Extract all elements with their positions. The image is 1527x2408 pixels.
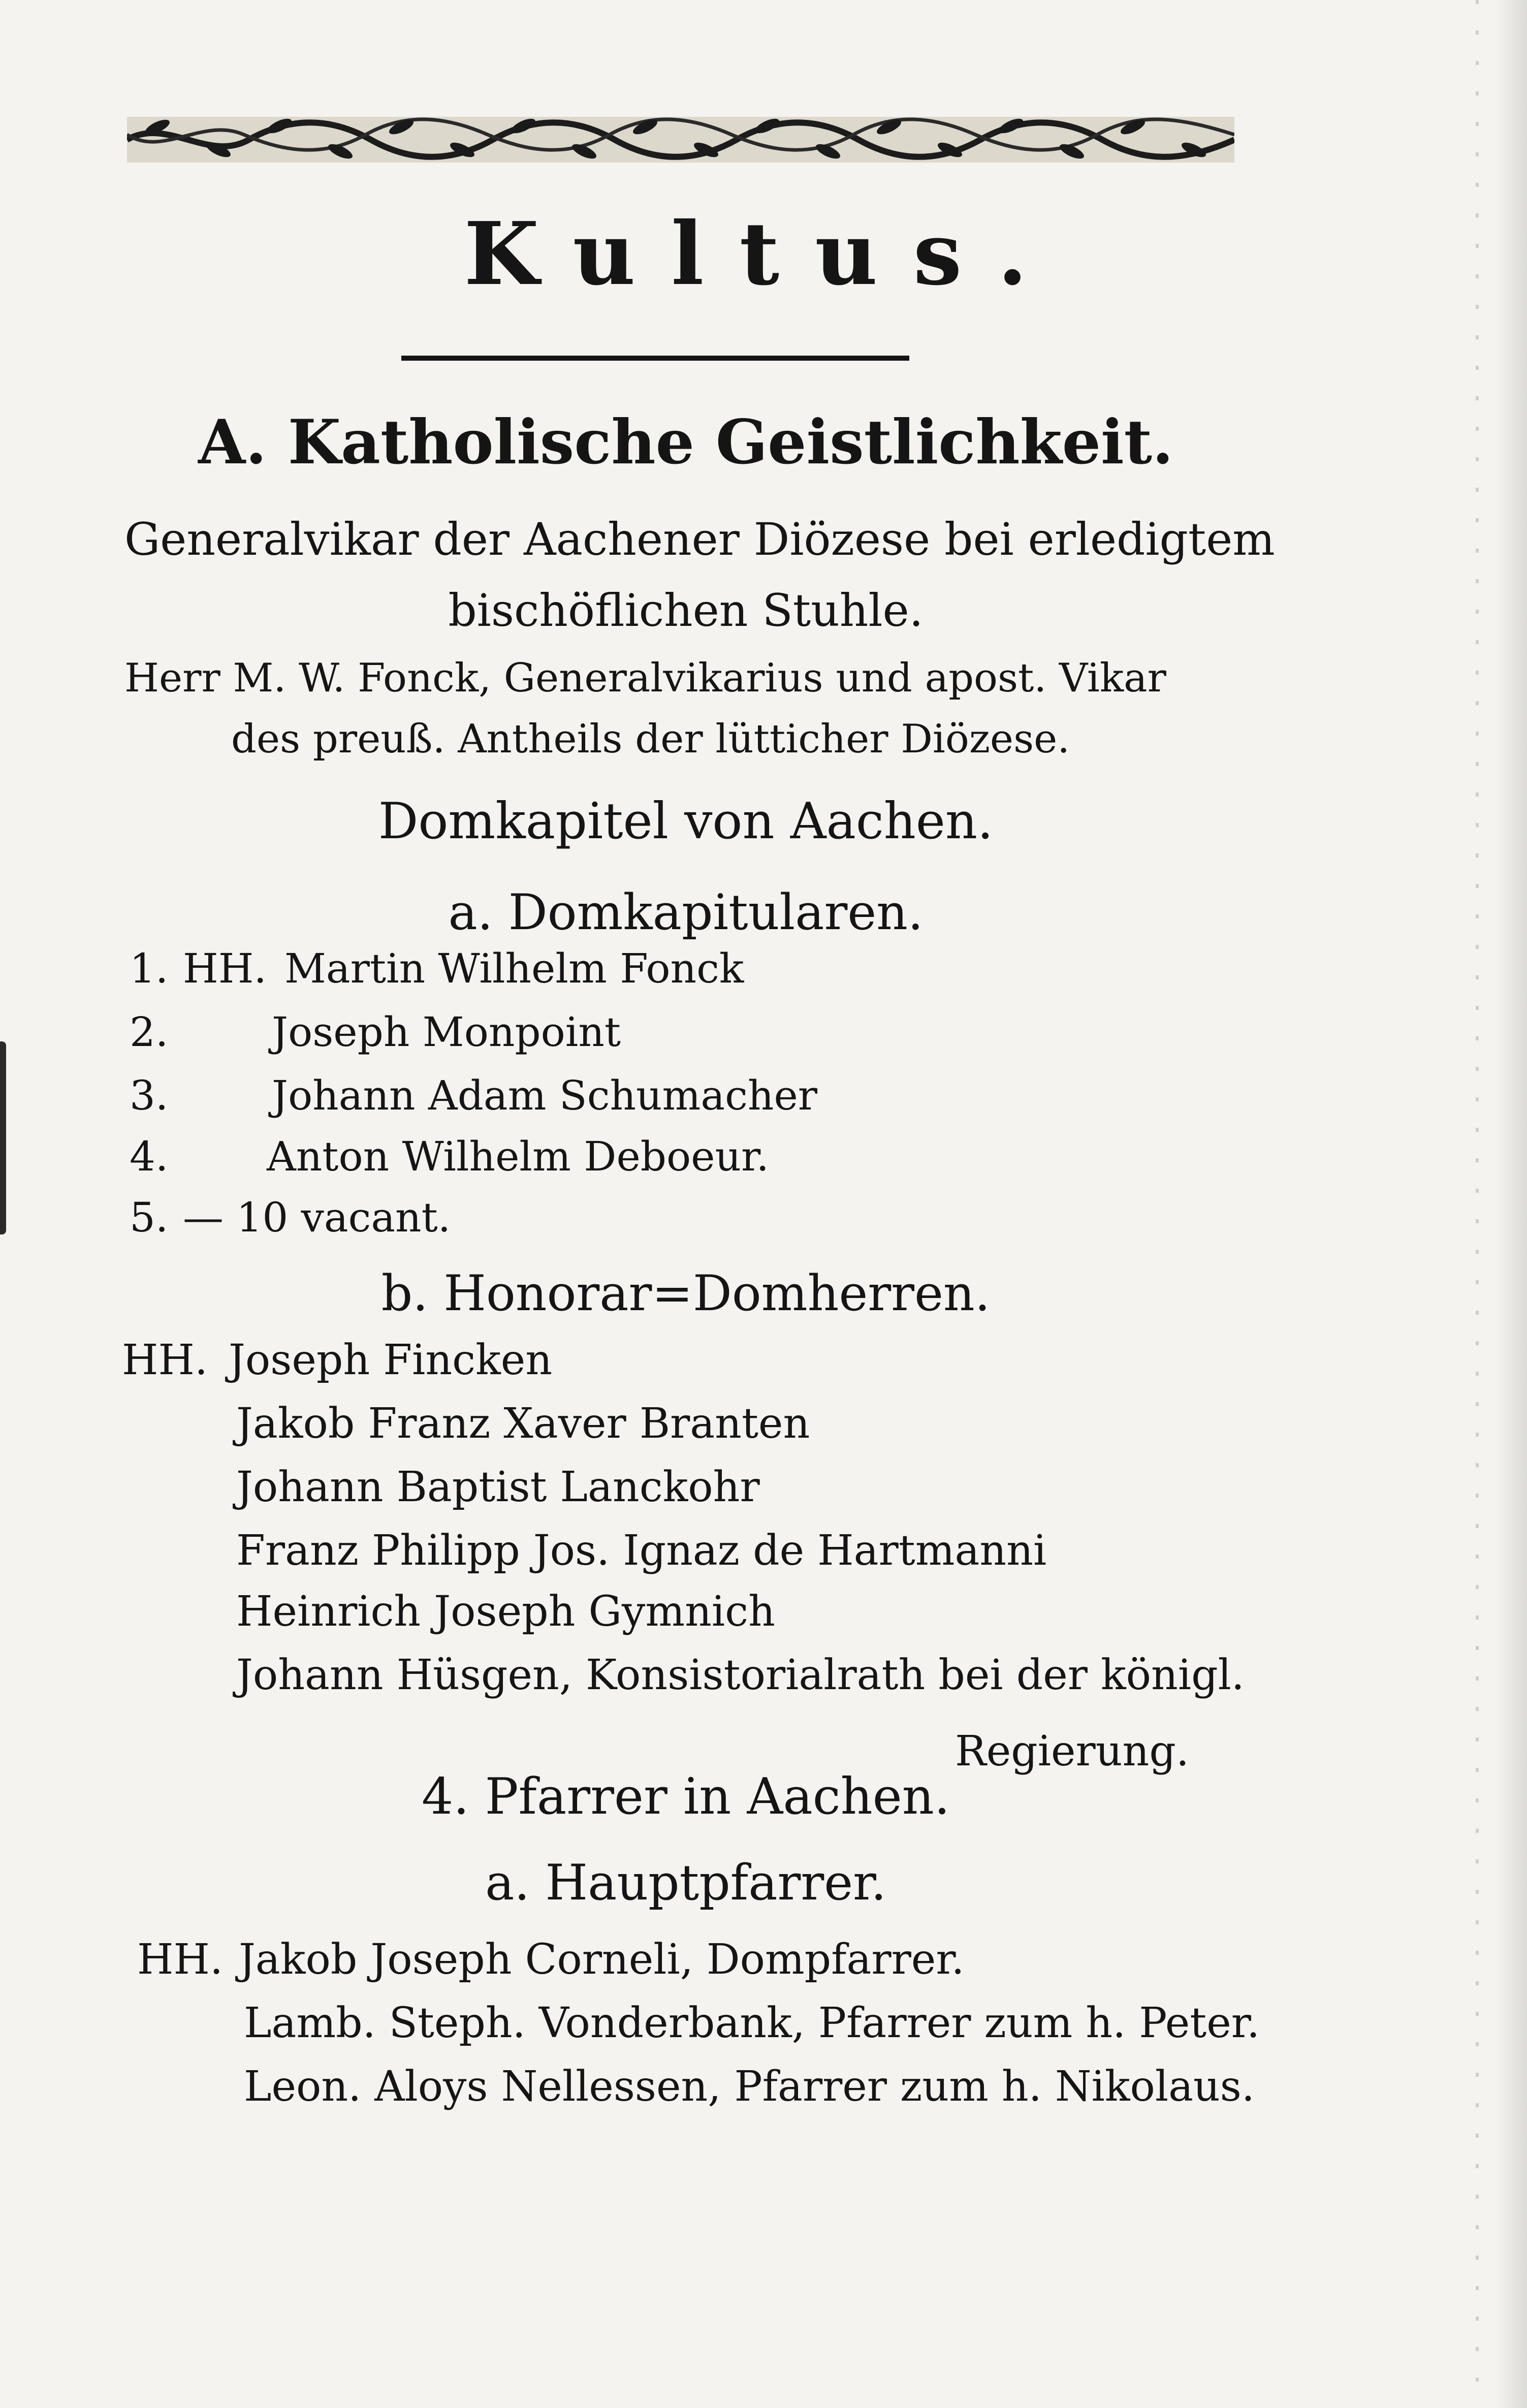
domkapitularen-subheading: a. Domkapitularen. [448, 884, 924, 941]
item-number: 5. [130, 1194, 169, 1241]
section-a-heading: A. Katholische Geistlichkeit. [198, 406, 1173, 478]
list-item: Joseph Fincken [229, 1336, 553, 1384]
item-number: 2. [130, 1008, 169, 1056]
item-number: 3. [130, 1072, 169, 1119]
list-item: Heinrich Joseph Gymnich [236, 1588, 775, 1636]
domkapitel-heading: Domkapitel von Aachen. [378, 793, 994, 850]
list-item: Lamb. Steph. Vonderbank, Pfarrer zum h. Peter. [244, 1999, 1260, 2047]
item-name: — 10 vacant. [183, 1194, 451, 1241]
page-title: Kultus. [464, 203, 1063, 305]
list-item: Franz Philipp Jos. Ignaz de Hartmanni [236, 1527, 1047, 1575]
page-edge-shadow [1497, 0, 1527, 2408]
list-item: Jakob Joseph Corneli, Dompfarrer. [239, 1936, 965, 1984]
item-number: 4. [130, 1133, 169, 1180]
scan-edge-artifact [1476, 0, 1479, 2408]
item-number: 1. [130, 945, 169, 992]
honorar-prefix: HH. [122, 1336, 208, 1384]
item-name: Joseph Monpoint [272, 1008, 621, 1056]
hauptpfarrer-subheading: a. Hauptpfarrer. [485, 1854, 886, 1911]
list-item: Leon. Aloys Nellessen, Pfarrer zum h. Nikolaus. [244, 2063, 1255, 2111]
item-name: Johann Adam Schumacher [272, 1072, 818, 1119]
item-name: Martin Wilhelm Fonck [284, 945, 744, 992]
list-item: Jakob Franz Xaver Branten [236, 1400, 810, 1448]
title-divider [401, 356, 909, 361]
generalvikar-entry-line2: des preuß. Antheils der lütticher Diözese. [231, 716, 1070, 762]
item-prefix: HH. [183, 945, 267, 992]
generalvikar-entry-line1: Herr M. W. Fonck, Generalvikarius und apost. Vikar [124, 655, 1166, 701]
honorar-subheading: b. Honorar=Domherren. [381, 1265, 991, 1322]
list-item: Johann Hüsgen, Konsistorialrath bei der königl. [236, 1651, 1245, 1699]
scan-left-mark [0, 1041, 6, 1234]
generalvikar-heading-line2: bischöflichen Stuhle. [448, 584, 924, 637]
decorative-vine-border [127, 86, 1234, 188]
list-item: Johann Baptist Lanckohr [236, 1463, 760, 1511]
pfarrer-heading: 4. Pfarrer in Aachen. [421, 1768, 950, 1826]
pfarrer-prefix: HH. [137, 1936, 224, 1984]
generalvikar-heading-line1: Generalvikar der Aachener Diözese bei erledigtem [124, 513, 1275, 565]
list-item-continuation: Regierung. [955, 1727, 1189, 1776]
item-name: Anton Wilhelm Deboeur. [267, 1133, 769, 1180]
